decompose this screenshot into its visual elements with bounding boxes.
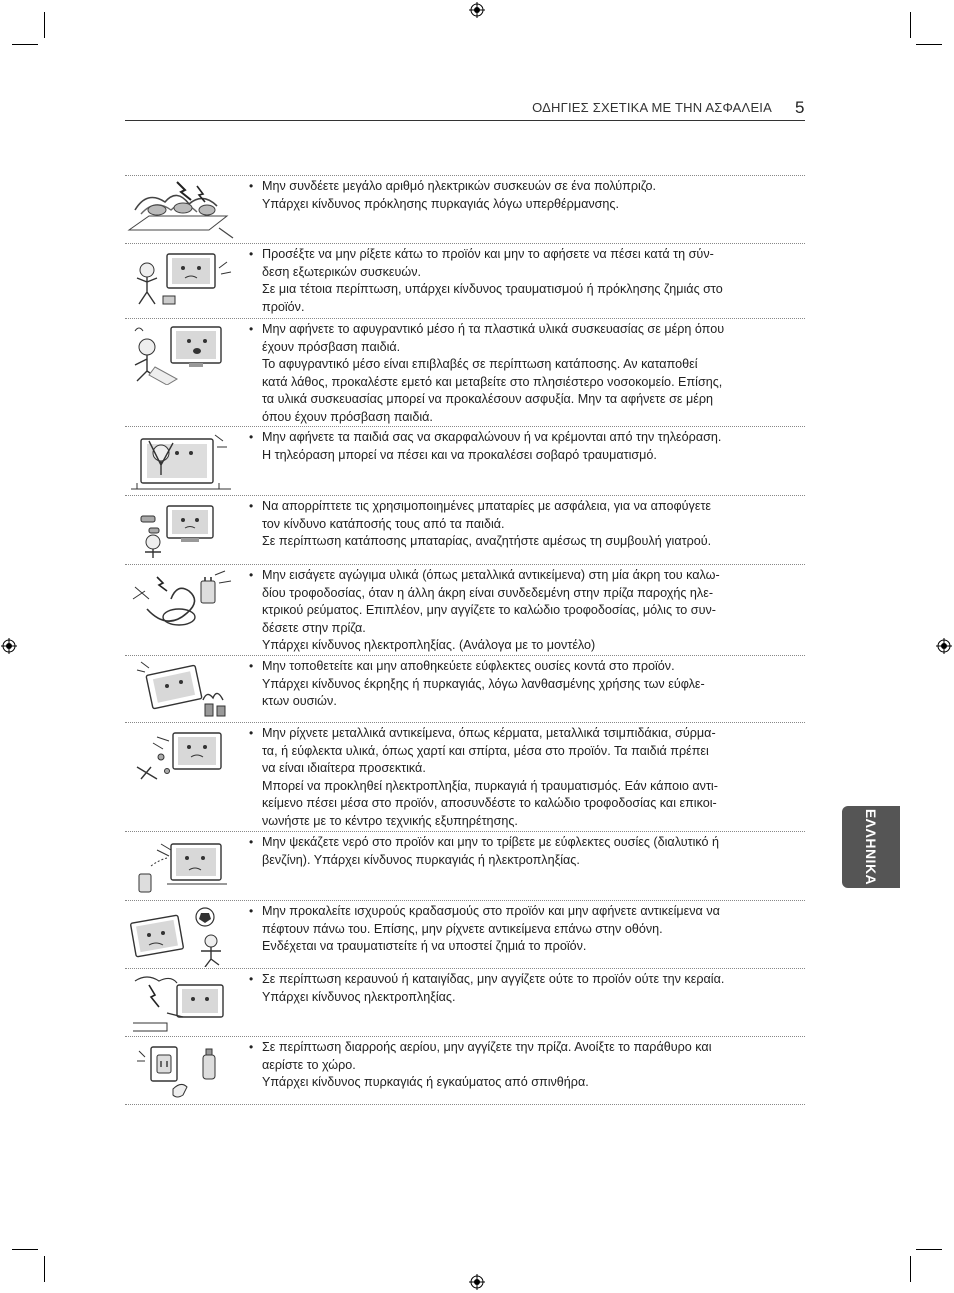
- warning-line: Μπορεί να προκληθεί ηλεκτροπληξία, πυρκαγιά ή τραυματισμός. Εάν κάποιο αντι-: [262, 778, 718, 793]
- crop-mark-bl-v: [44, 1256, 45, 1282]
- metal-object-plug-icon: [127, 569, 235, 631]
- warning-line: πέφτουν πάνω του. Επίσης, μην ρίχνετε αντικείμενα επάνω στην οθόνη.: [262, 921, 663, 936]
- warning-item: [125, 564, 805, 655]
- warning-line: δέσετε στην πρίζα.: [262, 620, 366, 635]
- warning-line: • Μην προκαλείτε ισχυρούς κραδασμούς στο προϊόν και μην αφήνετε αντικείμενα να: [262, 903, 792, 921]
- warning-line: όπου έχουν πρόσβαση παιδιά.: [262, 409, 433, 424]
- warning-text: [262, 567, 792, 655]
- warning-text: [262, 321, 792, 427]
- warning-line: νωνήστε με το κέντρο τεχνικής εξυπηρέτησης.: [262, 813, 518, 828]
- warning-line: κατά λάθος, προκαλέστε εμετό και μεταβείτε στο πλησιέστερο νοσοκομείο. Επίσης,: [262, 374, 723, 389]
- warning-line: βενζίνη). Υπάρχει κίνδυνος πυρκαγιάς ή ηλεκτροπληξίας.: [262, 852, 580, 867]
- warning-line: Υπάρχει κίνδυνος πρόκλησης πυρκαγιάς λόγω υπερθέρμανσης.: [262, 196, 619, 211]
- warning-line: • Να απορρίπτετε τις χρησιμοποιημένες μπαταρίες με ασφάλεια, για να αποφύγετε: [262, 498, 792, 516]
- warning-line: • Σε περίπτωση διαρροής αερίου, μην αγγίζετε την πρίζα. Ανοίξτε το παράθυρο και: [262, 1039, 792, 1057]
- ball-impact-icon: [127, 905, 235, 967]
- warning-line: αερίστε το χώρο.: [262, 1057, 356, 1072]
- warning-line: Υπάρχει κίνδυνος ηλεκτροπληξίας. (Ανάλογα με το μοντέλο): [262, 638, 596, 653]
- page-number: 5: [795, 98, 805, 117]
- warning-text: [262, 178, 792, 213]
- language-tab-label: ΕΛΛΗΝΙΚΑ: [863, 808, 879, 886]
- list-bottom-divider: [125, 1104, 805, 1105]
- row-divider: [125, 655, 805, 656]
- warning-item: [125, 243, 805, 318]
- row-divider: [125, 722, 805, 723]
- warning-line: Σε μια τέτοια περίπτωση, υπάρχει κίνδυνος τραυματισμού ή πρόκλησης ζημιάς στο: [262, 282, 723, 297]
- registration-mark-right-icon: [936, 638, 952, 654]
- dropping-objects-icon: [127, 727, 235, 789]
- warning-line: κτρικού ρεύματος. Επιπλέον, μην αγγίζετε το καλώδιο τροφοδοσίας, μόλις το συν-: [262, 603, 716, 618]
- warning-item: [125, 900, 805, 968]
- crop-mark-br-h: [916, 1249, 942, 1250]
- warning-line: • Προσέξτε να μην ρίξετε κάτω το προϊόν και μην το αφήσετε να πέσει κατά τη σύν-: [262, 246, 792, 264]
- warning-line: Υπάρχει κίνδυνος έκρηξης ή πυρκαγιάς, λόγω λανθασμένης χρήσης των εύφλε-: [262, 676, 705, 691]
- warning-text: [262, 725, 792, 831]
- warning-text: [262, 903, 792, 956]
- warning-line: • Μην τοποθετείτε και μην αποθηκεύετε εύφλεκτες ουσίες κοντά στο προϊόν.: [262, 658, 792, 676]
- warning-line: • Μην εισάγετε αγώγιμα υλικά (όπως μεταλλικά αντικείμενα) στη μία άκρη του καλω-: [262, 567, 792, 585]
- warning-text: [262, 429, 792, 464]
- warning-text: [262, 658, 792, 711]
- spray-water-icon: [127, 836, 235, 898]
- warning-line: να είναι ιδιαίτερα προσεκτικά.: [262, 761, 426, 776]
- section-title: ΟΔΗΓΙΕΣ ΣΧΕΤΙΚΑ ΜΕ ΤΗΝ ΑΣΦΑΛΕΙΑ: [532, 100, 772, 115]
- warning-item: [125, 1036, 805, 1104]
- warning-line: δίου τροφοδοσίας, όταν η άλλη άκρη είναι συνδεδεμένη στην πρίζα παροχής ηλε-: [262, 585, 714, 600]
- warning-line: Υπάρχει κίνδυνος ηλεκτροπληξίας.: [262, 989, 456, 1004]
- tv-falling-child-icon: [127, 248, 235, 310]
- language-tab: [842, 806, 900, 888]
- warning-line: • Μην ρίχνετε μεταλλικά αντικείμενα, όπως κέρματα, μεταλλικά τσιμπιδάκια, σύρμα-: [262, 725, 792, 743]
- row-divider: [125, 243, 805, 244]
- warning-line: τα, ή εύφλεκτα υλικά, όπως χαρτί και σπίρτα, μέσα στο προϊόν. Τα παιδιά πρέπει: [262, 743, 709, 758]
- warning-item: [125, 968, 805, 1036]
- warning-item: [125, 831, 805, 900]
- warning-text: [262, 246, 792, 316]
- warning-line: κείμενο πέσει μέσα στο προϊόν, αποσυνδέστε το καλώδιο τροφοδοσίας και επικοι-: [262, 796, 717, 811]
- registration-mark-bottom-icon: [469, 1274, 485, 1290]
- gas-leak-plug-icon: [127, 1041, 235, 1103]
- warning-item: [125, 655, 805, 722]
- warning-line: • Μην συνδέετε μεγάλο αριθμό ηλεκτρικών συσκευών σε ένα πολύπριζο.: [262, 178, 792, 196]
- warning-line: τα υλικά συσκευασίας μπορεί να προκαλέσουν ασφυξία. Μην τα αφήνετε σε μέρη: [262, 392, 714, 407]
- crop-mark-tl-h: [12, 44, 38, 45]
- crop-mark-tl-v: [44, 12, 45, 38]
- warning-item: [125, 722, 805, 831]
- warning-line: κτων ουσιών.: [262, 694, 337, 709]
- warning-line: Το αφυγραντικό μέσο είναι επιβλαβές σε περίπτωση κατάποσης. Αν καταποθεί: [262, 357, 698, 372]
- row-divider: [125, 564, 805, 565]
- registration-mark-left-icon: [1, 638, 17, 654]
- warning-line: έχουν πρόσβαση παιδιά.: [262, 339, 401, 354]
- row-divider: [125, 318, 805, 319]
- row-divider: [125, 900, 805, 901]
- warning-text: [262, 971, 792, 1006]
- warning-line: Η τηλεόραση μπορεί να πέσει και να προκαλέσει σοβαρό τραυματισμό.: [262, 447, 657, 462]
- registration-mark-top-icon: [469, 2, 485, 18]
- warning-line: • Σε περίπτωση κεραυνού ή καταιγίδας, μην αγγίζετε ούτε το προϊόν ούτε την κεραία.: [262, 971, 792, 989]
- row-divider: [125, 831, 805, 832]
- child-plastic-bag-icon: [127, 323, 235, 385]
- header-divider: [125, 120, 805, 121]
- row-divider: [125, 968, 805, 969]
- row-divider: [125, 1036, 805, 1037]
- warning-line: προϊόν.: [262, 299, 305, 314]
- row-divider: [125, 426, 805, 427]
- warning-item: [125, 495, 805, 564]
- warning-line: Σε περίπτωση κατάποσης μπαταρίας, αναζητήστε αμέσως τη συμβουλή γιατρού.: [262, 534, 712, 549]
- warning-text: [262, 1039, 792, 1092]
- warning-line: • Μην αφήνετε το αφυγραντικό μέσο ή τα πλαστικά υλικά συσκευασίας σε μέρη όπου: [262, 321, 792, 339]
- warning-line: • Μην ψεκάζετε νερό στο προϊόν και μην το τρίβετε με εύφλεκτες ουσίες (διαλυτικό ή: [262, 834, 792, 852]
- warning-item: [125, 318, 805, 426]
- crop-mark-bl-h: [12, 1249, 38, 1250]
- row-divider: [125, 495, 805, 496]
- warning-text: [262, 498, 792, 551]
- warning-item: [125, 175, 805, 243]
- row-divider: [125, 175, 805, 176]
- battery-child-icon: [127, 500, 235, 562]
- flammable-substances-icon: [127, 660, 235, 722]
- overloaded-power-strip-icon: [127, 180, 235, 242]
- warning-text: [262, 834, 792, 869]
- lightning-storm-icon: [127, 973, 235, 1035]
- warning-line: Ενδέχεται να τραυματιστείτε ή να υποστεί ζημιά το προϊόν.: [262, 939, 587, 954]
- warning-line: τον κίνδυνο κατάποσής τους από τα παιδιά.: [262, 516, 505, 531]
- crop-mark-br-v: [910, 1256, 911, 1282]
- warning-line: • Μην αφήνετε τα παιδιά σας να σκαρφαλώνουν ή να κρέμονται από την τηλεόραση.: [262, 429, 792, 447]
- warning-item: [125, 426, 805, 495]
- crop-mark-tr-v: [910, 12, 911, 38]
- warning-line: δεση εξωτερικών συσκευών.: [262, 264, 421, 279]
- child-climbing-tv-icon: [127, 431, 235, 493]
- crop-mark-tr-h: [916, 44, 942, 45]
- warning-line: Υπάρχει κίνδυνος πυρκαγιάς ή εγκαύματος από σπινθήρα.: [262, 1075, 589, 1090]
